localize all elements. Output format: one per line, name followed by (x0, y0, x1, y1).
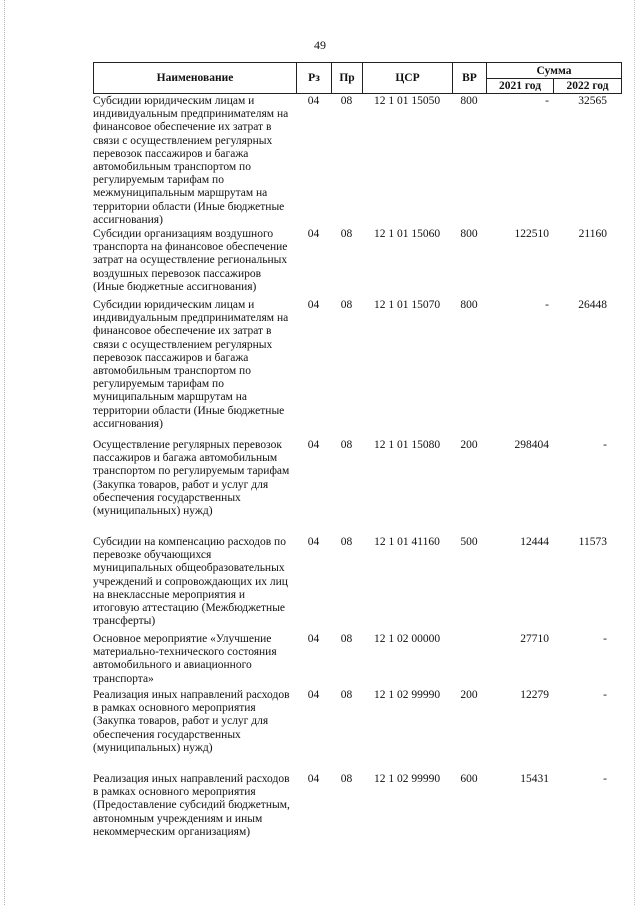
row-sum-2022: - (603, 439, 607, 451)
row-csr: 12 1 02 00000 (373, 633, 441, 645)
row-sum-2021: 12444 (520, 536, 549, 548)
row-sum-2021: 122510 (514, 228, 549, 240)
row-csr: 12 1 01 15050 (373, 95, 441, 107)
row-vr: 500 (460, 536, 478, 548)
table-row (93, 689, 621, 773)
row-rz: 04 (307, 633, 320, 645)
row-pr: 08 (340, 773, 353, 785)
row-name: Субсидии организациям воздушного транспорта на финансовое обеспечение затрат на осуществление региональных воздушных перевозок пассажиров (Иные бюджетные ассигнования) (93, 228, 288, 293)
table-row (93, 773, 621, 857)
row-pr: 08 (340, 633, 353, 645)
row-sum-2022: - (603, 689, 607, 701)
row-csr: 12 1 01 41160 (374, 536, 440, 548)
row-name: Субсидии юридическим лицам и индивидуальным предпринимателям на финансовое обеспечение их затрат в связи с осуществлением регулярных перевозок пассажиров и багажа автомобильным транспортом по регулируемым тарифам по муниципальным маршрутам на территории области (Иные бюджетные ассигнования) (93, 299, 289, 430)
row-pr: 08 (340, 536, 353, 548)
row-sum-2022: 26448 (578, 299, 607, 311)
row-csr: 12 1 01 15080 (373, 439, 441, 451)
table-row (93, 633, 621, 689)
table-row (93, 439, 621, 536)
row-sum-2021: - (545, 95, 549, 107)
row-rz: 04 (307, 536, 320, 548)
header-rz: Рз (297, 63, 332, 94)
row-rz: 04 (307, 299, 320, 311)
row-pr: 08 (340, 299, 353, 311)
page-number: 49 (314, 38, 326, 52)
header-sum: Сумма (487, 63, 622, 79)
row-csr: 12 1 02 99990 (373, 689, 441, 701)
row-vr: 800 (460, 95, 478, 107)
row-sum-2022: 11573 (578, 536, 607, 548)
row-sum-2021: 12279 (520, 689, 549, 701)
row-rz: 04 (307, 439, 320, 451)
row-sum-2021: 27710 (520, 633, 549, 645)
row-sum-2022: 32565 (578, 95, 607, 107)
row-rz: 04 (307, 689, 320, 701)
row-name: Реализация иных направлений расходов в рамках основного мероприятия (Предоставление субсидий бюджетным, автономным учреждениям и иным некоммерческим организациям) (93, 773, 290, 838)
row-name: Основное мероприятие «Улучшение материально-технического состояния автомобильного и авиационного транспорта» (93, 633, 277, 685)
row-rz: 04 (307, 228, 320, 240)
row-vr: 200 (460, 689, 478, 701)
table-row (93, 536, 621, 633)
header-vr: ВР (453, 63, 487, 94)
row-sum-2022: - (603, 773, 607, 785)
header-2022: 2022 год (554, 79, 622, 94)
row-vr: 200 (460, 439, 478, 451)
row-pr: 08 (340, 95, 353, 107)
row-sum-2021: - (545, 299, 549, 311)
row-vr: 800 (460, 299, 478, 311)
header-csr: ЦСР (363, 63, 453, 94)
table-row (93, 299, 621, 439)
header-name: Наименование (94, 63, 297, 94)
row-sum-2021: 298404 (514, 439, 549, 451)
row-pr: 08 (340, 228, 353, 240)
row-pr: 08 (340, 439, 353, 451)
header-pr: Пр (332, 63, 363, 94)
row-sum-2022: 21160 (578, 228, 607, 240)
row-csr: 12 1 01 15070 (373, 299, 441, 311)
scan-edge-right (634, 0, 636, 905)
header-2021: 2021 год (487, 79, 554, 94)
row-csr: 12 1 02 99990 (373, 773, 441, 785)
row-name: Реализация иных направлений расходов в рамках основного мероприятия (Закупка товаров, работ и услуг для обеспечения государственных (муниципальных) нужд) (93, 689, 290, 754)
row-name: Осуществление регулярных перевозок пассажиров и багажа автомобильным транспортом по регулируемым тарифам (Закупка товаров, работ и услуг для обеспечения государственных (муниципальных) нужд) (93, 439, 290, 518)
row-sum-2021: 15431 (520, 773, 549, 785)
row-name: Субсидии на компенсацию расходов по перевозке обучающихся муниципальных общеобразовательных учреждений и сопровождающих их лиц на внеклассные мероприятия и итоговую аттестацию (Межбюджетные трансферты) (93, 536, 288, 628)
table-header (93, 62, 622, 94)
row-sum-2022: - (603, 633, 607, 645)
row-pr: 08 (340, 689, 353, 701)
row-rz: 04 (307, 773, 320, 785)
row-rz: 04 (307, 95, 320, 107)
table-body (93, 95, 621, 857)
row-name: Субсидии юридическим лицам и индивидуальным предпринимателям на финансовое обеспечение их затрат в связи с осуществлением регулярных перевозок пассажиров и багажа автомобильным транспортом по регулируемым тарифам по межмуниципальным маршрутам на территории области (Иные бюджетные ассигнования) (93, 95, 289, 226)
row-vr: 800 (460, 228, 478, 240)
table-row (93, 95, 621, 228)
row-vr: 600 (460, 773, 478, 785)
row-csr: 12 1 01 15060 (373, 228, 441, 240)
scan-edge-left (4, 0, 6, 905)
table-row (93, 228, 621, 299)
